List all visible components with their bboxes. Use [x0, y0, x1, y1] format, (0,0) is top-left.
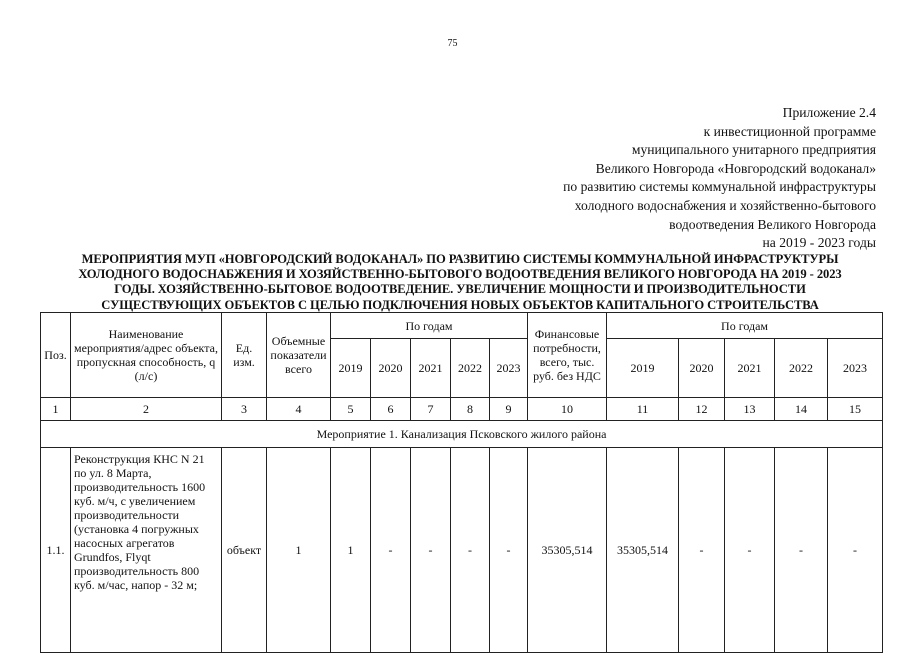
cell-year: - [451, 448, 490, 653]
document-title [40, 252, 880, 313]
column-number: 9 [490, 398, 528, 421]
header-by-years: По годам [331, 313, 528, 339]
column-number: 5 [331, 398, 371, 421]
title-line: ХОЛОДНОГО ВОДОСНАБЖЕНИЯ И ХОЗЯЙСТВЕННО-БЫТОВОГО ВОДООТВЕДЕНИЯ ВЕЛИКОГО НОВГОРОДА НА 2019 - 2023 [78, 267, 842, 282]
appendix-line: Приложение 2.4 [782, 105, 876, 120]
cell-year-finance: - [725, 448, 775, 653]
header-year-finance: 2019 [607, 339, 679, 398]
header-year: 2022 [451, 339, 490, 398]
appendix-line: холодного водоснабжения и хозяйственно-бытового [574, 197, 876, 213]
header-by-years-finance: По годам [607, 313, 883, 339]
header-name: Наименование мероприятия/адрес объекта, пропускная способность, q (л/с) [71, 313, 222, 398]
header-year-finance: 2022 [775, 339, 828, 398]
column-number: 14 [775, 398, 828, 421]
appendix-line: Великого Новгорода «Новгородский водоканал» [595, 160, 876, 176]
appendix-line: водоотведения Великого Новгорода [669, 216, 876, 232]
cell-finance: 35305,514 [528, 448, 607, 653]
table-row [41, 448, 883, 653]
cell-year: - [490, 448, 528, 653]
header-volume: Объемные показатели всего [267, 313, 331, 398]
column-number: 1 [41, 398, 71, 421]
measures-table [40, 312, 883, 653]
appendix-line: на 2019 - 2023 годы [762, 235, 876, 251]
column-number: 10 [528, 398, 607, 421]
cell-volume: 1 [267, 448, 331, 653]
header-year: 2019 [331, 339, 371, 398]
title-line: МЕРОПРИЯТИЯ МУП «НОВГОРОДСКИЙ ВОДОКАНАЛ» ПО РАЗВИТИЮ СИСТЕМЫ КОММУНАЛЬНОЙ ИНФРАСТРУКТУРЫ [81, 252, 839, 266]
cell-year-finance: - [775, 448, 828, 653]
cell-pos: 1.1. [41, 448, 71, 653]
cell-year: - [411, 448, 451, 653]
cell-unit: объект [222, 448, 267, 653]
appendix-line: по развитию системы коммунальной инфраструктуры [563, 179, 876, 195]
column-numbers-row [41, 398, 883, 421]
column-number: 4 [267, 398, 331, 421]
appendix-line: муниципального унитарного предприятия [631, 142, 876, 158]
section-title: Мероприятие 1. Канализация Псковского жилого района [41, 421, 883, 448]
header-finance: Финансовые потребности, всего, тыс. руб. без НДС [528, 313, 607, 398]
header-year-finance: 2021 [725, 339, 775, 398]
header-year-finance: 2020 [679, 339, 725, 398]
cell-year: - [371, 448, 411, 653]
header-year-finance: 2023 [828, 339, 883, 398]
title-line: СУЩЕСТВУЮЩИХ ОБЪЕКТОВ С ЦЕЛЬЮ ПОДКЛЮЧЕНИЯ НОВЫХ ОБЪЕКТОВ КАПИТАЛЬНОГО СТРОИТЕЛЬСТВА [101, 297, 819, 312]
column-number: 15 [828, 398, 883, 421]
cell-year-finance: - [679, 448, 725, 653]
cell-year: 1 [331, 448, 371, 653]
page-number: 75 [447, 38, 458, 49]
column-number: 11 [607, 398, 679, 421]
cell-year-finance: 35305,514 [607, 448, 679, 653]
column-number: 6 [371, 398, 411, 421]
header-row-1 [41, 313, 883, 339]
column-number: 12 [679, 398, 725, 421]
column-number: 3 [222, 398, 267, 421]
column-number: 2 [71, 398, 222, 421]
column-number: 7 [411, 398, 451, 421]
section-row [41, 421, 883, 448]
header-unit: Ед. изм. [222, 313, 267, 398]
title-line: ГОДЫ. ХОЗЯЙСТВЕННО-БЫТОВОЕ ВОДООТВЕДЕНИЕ. УВЕЛИЧЕНИЕ МОЩНОСТИ И ПРОИЗВОДИТЕЛЬНОСТИ [114, 282, 806, 297]
column-number: 8 [451, 398, 490, 421]
cell-year-finance: - [828, 448, 883, 653]
header-pos: Поз. [41, 313, 71, 398]
cell-name: Реконструкция КНС N 21 по ул. 8 Марта, производительность 1600 куб. м/ч, с увеличением производительности (установка 4 погружных насосных агрегатов Grundfos, Flyqt производительность 800 куб. м/час, напор - 32 м; [71, 448, 222, 653]
appendix-line: к инвестиционной программе [703, 123, 876, 139]
header-year: 2021 [411, 339, 451, 398]
header-year: 2020 [371, 339, 411, 398]
column-number: 13 [725, 398, 775, 421]
header-year: 2023 [490, 339, 528, 398]
appendix-block [563, 104, 876, 253]
